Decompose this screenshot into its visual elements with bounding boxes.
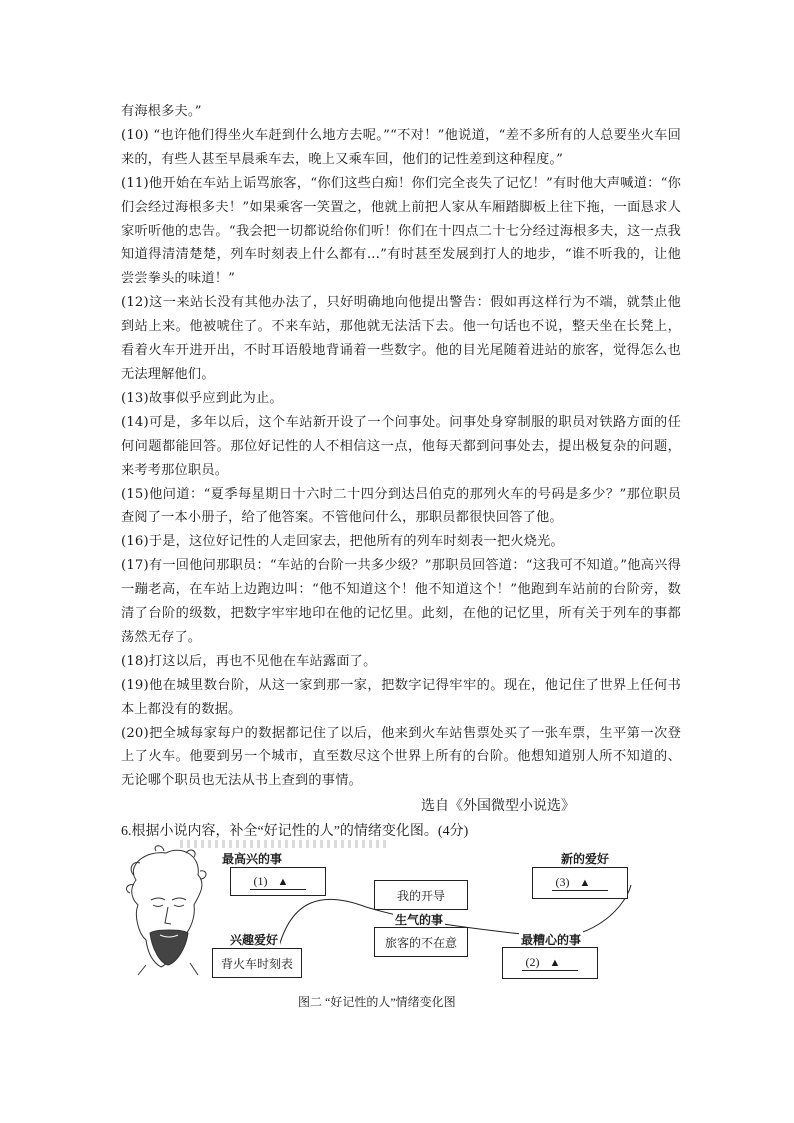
box-blank-2[interactable] [502,947,598,979]
triangle-marker-icon: ▲ [277,875,289,888]
paragraph: (13)故事似乎应到此为止。 [121,390,283,406]
blank-1-label: (1) [253,873,268,888]
label-hobby: 兴趣爱好 [230,933,279,947]
box-advice: 我的开导 [374,880,468,910]
paragraph: (16)于是，这位好记性的人走回家去，把他所有的列车时刻表一把火烧光。 [121,534,564,550]
label-worst: 最糟心的事 [521,933,582,947]
paragraph: 有海根多夫。” [121,104,202,119]
figure-caption: 图二 “好记性的人”情绪变化图 [298,995,456,1009]
story-text [121,100,681,793]
paragraph: (19)他在城里数台阶，从这一家到那一家，把数字记得牢牢的。现在，他记住了世界上任何书本上都没有的数据。 [121,677,681,717]
paragraph: (12)这一来站长没有其他办法了，只好明确地向他提出警告：假如再这样行为不端，就禁止他到站上来。他被唬住了。不来车站，那他就无法活下去。他一句话也不说，整天坐在长凳上，看着火车开进开出，不时耳语般地背诵着一些数字。他的目光尾随着进站的旅客，觉得怎么也无法理解他们。 [121,295,681,382]
blank-2-field[interactable] [522,955,579,971]
triangle-marker-icon: ▲ [579,877,591,889]
paragraph: (15)他问道：“夏季每星期日十六时二十四分到达吕伯克的那列火车的号码是多少？”那位职员查阅了一本小册子，给了他答案。不管他问什么，那职员都很快回答了他。 [121,486,681,526]
paragraph: (17)有一回他问那职员：“车站的台阶一共多少级？”那职员回答道：“这我可不知道。”他高兴得一蹦老高，在车站上边跑边叫：“他不知道这个！他不知道这个！”他跑到车站前的台阶旁，数清了台阶的级数，把数字牢牢地印在他的记忆里。此刻，在他的记忆里，所有关于列车的事都荡然无存了。 [121,558,681,645]
blank-3-label: (3) [555,875,570,889]
paragraph: (11)他开始在车站上诟骂旅客，“你们这些白痴！你们完全丧失了记忆！”有时他大声喊道：“你们会经过海根多夫！”如果乘客一笑置之，他就上前把人家从车厢踏脚板上往下拖，一面恳求人家听听他的忠告。“我会把一切都说给你们听！你们在十四点二十七分经过海根多夫，这一点我知道得清清楚楚，列车时刻表上什么都有…”有时甚至发展到打人的地步，“谁不听我的，让他尝尝拳头的味道！” [121,175,681,287]
blank-3-field[interactable] [552,875,609,891]
paragraph: (14)可是，多年以后，这个车站新开设了一个问事处。问事处身穿制服的职员对铁路方面的任何问题都能回答。那位好记性的人不相信这一点，他每天都到问事处去，提出极复杂的问题，来考考那位职员。 [121,414,681,478]
box-indifferent: 旅客的不在意 [374,927,468,957]
source-citation: 选自《外国微型小说选》 [421,799,575,814]
paragraph: (20)把全城每家每户的数据都记住了以后，他来到火车站售票处买了一张车票，生平第一次登上了火车。他要到另一个城市，直至数尽这个世界上所有的台阶。他想知道别人所不知道的、无论哪个职员也无法从书上查到的事情。 [121,725,681,789]
label-angry: 生气的事 [395,913,444,927]
paragraph: (18)打这以后，再也不见他在车站露面了。 [121,653,377,669]
blank-2-label: (2) [525,955,540,969]
blank-1-field[interactable] [250,874,307,890]
box-blank-1[interactable] [230,867,326,896]
label-new-hobby: 新的爱好 [561,852,610,866]
box-timetable: 背火车时刻表 [212,948,302,978]
paragraph: (10) “也许他们得坐火车赶到什么地方去呢。”“不对！”他说道，“差不多所有的人总要坐火车回来的，有些人甚至早晨乘车去，晚上又乘车回，他们的记性差到这种程度。” [121,127,681,167]
label-happiest: 最高兴的事 [222,852,283,866]
triangle-marker-icon: ▲ [549,957,561,969]
emotion-chart-figure [126,845,638,1005]
man-portrait-icon [127,846,206,975]
box-blank-3[interactable] [532,867,628,899]
question-6: 6.根据小说内容，补全“好记性的人”的情绪变化图。(4分) [121,824,469,839]
